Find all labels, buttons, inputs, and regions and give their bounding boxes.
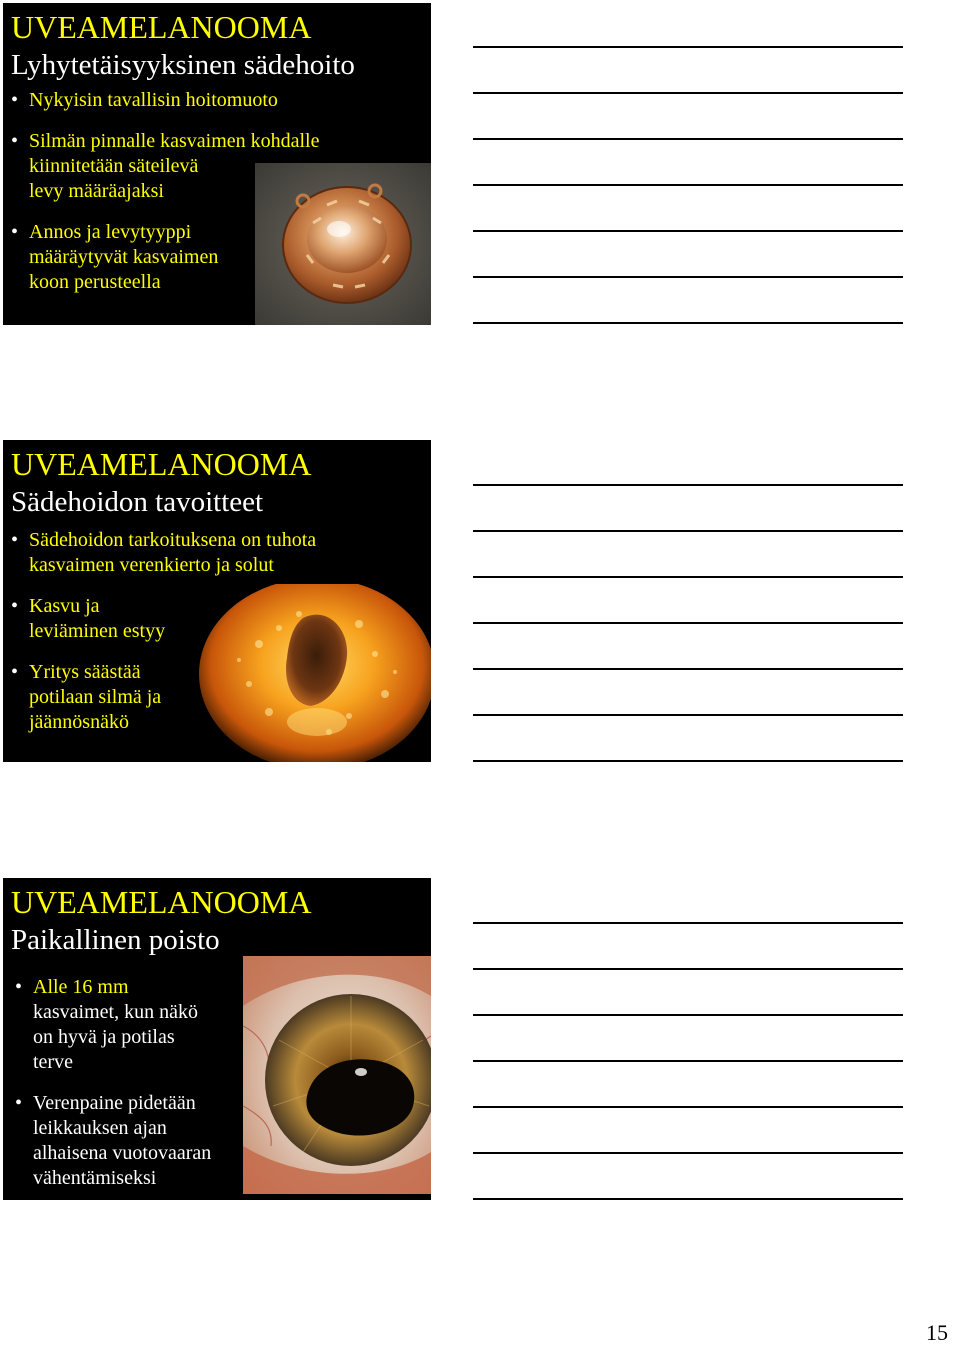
slide-subtitle: Paikallinen poisto bbox=[11, 924, 220, 956]
notes-line bbox=[473, 230, 903, 232]
bullet-text: kasvaimen verenkierto ja solut bbox=[29, 554, 274, 576]
notes-line bbox=[473, 714, 903, 716]
bullet-item bbox=[11, 594, 165, 644]
notes-line bbox=[473, 760, 903, 762]
notes-line bbox=[473, 1198, 903, 1200]
slide-3 bbox=[3, 878, 431, 1200]
notes-line bbox=[473, 576, 903, 578]
bullet-item bbox=[15, 975, 198, 1075]
bullet-text: potilaan silmä ja bbox=[29, 686, 162, 708]
bullet-item bbox=[11, 129, 320, 204]
fundus-photo bbox=[199, 584, 431, 762]
bullet-text: leviäminen estyy bbox=[29, 620, 166, 642]
bullet-text: jäännösnäkö bbox=[29, 711, 129, 733]
slide-title: UVEAMELANOOMA bbox=[11, 446, 312, 482]
notes-line bbox=[473, 1152, 903, 1154]
page-number: 15 bbox=[926, 1320, 948, 1345]
bullet-text: vähentämiseksi bbox=[33, 1167, 157, 1189]
bullet-text: Alle 16 mm bbox=[33, 976, 129, 998]
notes-line bbox=[473, 322, 903, 324]
notes-line bbox=[473, 1060, 903, 1062]
notes-line bbox=[473, 138, 903, 140]
notes-line bbox=[473, 1014, 903, 1016]
bullet-text: koon perusteella bbox=[29, 271, 161, 293]
slide-2 bbox=[3, 440, 431, 762]
bullet-text: kasvaimet, kun näkö bbox=[33, 1001, 198, 1023]
slide-title: UVEAMELANOOMA bbox=[11, 9, 312, 45]
bullet-text: Silmän pinnalle kasvaimen kohdalle bbox=[29, 130, 320, 152]
bullet-item bbox=[11, 88, 278, 113]
bullet-text: levy määräajaksi bbox=[29, 180, 164, 202]
notes-line bbox=[473, 622, 903, 624]
bullet-text: Annos ja levytyyppi bbox=[29, 221, 192, 243]
bullet-text: terve bbox=[33, 1051, 73, 1073]
notes-line bbox=[473, 184, 903, 186]
bullet-text: kiinnitetään säteilevä bbox=[29, 155, 199, 177]
notes-line bbox=[473, 922, 903, 924]
bullet-text: Sädehoidon tarkoituksena on tuhota bbox=[29, 529, 317, 551]
bullet-text: leikkauksen ajan bbox=[33, 1117, 167, 1139]
bullet-item bbox=[11, 528, 316, 578]
bullet-item bbox=[11, 220, 218, 295]
bullet-text: Nykyisin tavallisin hoitomuoto bbox=[29, 89, 278, 111]
notes-line bbox=[473, 668, 903, 670]
notes-line bbox=[473, 92, 903, 94]
bullet-text: Yritys säästää bbox=[29, 661, 141, 683]
bullet-text: Verenpaine pidetään bbox=[33, 1092, 196, 1114]
notes-line bbox=[473, 968, 903, 970]
slide-subtitle: Sädehoidon tavoitteet bbox=[11, 486, 264, 518]
notes-line bbox=[473, 276, 903, 278]
slide-subtitle: Lyhytetäisyyksinen sädehoito bbox=[11, 49, 355, 81]
notes-line bbox=[473, 1106, 903, 1108]
slide-title: UVEAMELANOOMA bbox=[11, 884, 312, 920]
slide-1 bbox=[3, 3, 431, 325]
eye-iris-photo bbox=[243, 956, 431, 1194]
notes-line bbox=[473, 530, 903, 532]
bullet-text: määräytyvät kasvaimen bbox=[29, 246, 219, 268]
bullet-item bbox=[15, 1091, 211, 1191]
notes-line bbox=[473, 484, 903, 486]
notes-line bbox=[473, 46, 903, 48]
bullet-text: on hyvä ja potilas bbox=[33, 1026, 175, 1048]
bullet-text: Kasvu ja bbox=[29, 595, 100, 617]
bullet-text: alhaisena vuotovaaran bbox=[33, 1142, 212, 1164]
bullet-item bbox=[11, 660, 161, 735]
